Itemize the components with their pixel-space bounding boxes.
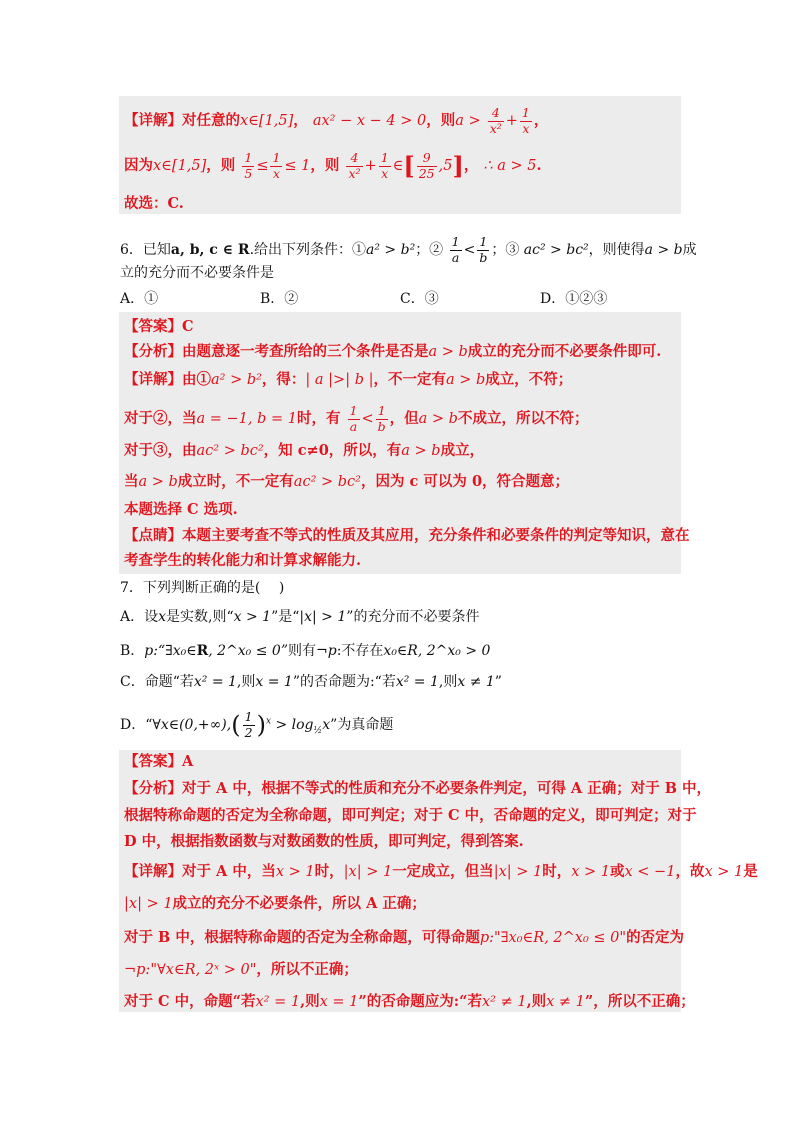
text: 对于③，由 (124, 442, 197, 459)
text: ，因为 c 可以为 0，符合题意； (360, 473, 570, 490)
answer-7-analysis-3: D 中，根据指数函数与对数函数的性质，即可判定，得到答案. (124, 833, 524, 850)
text: 时，有 (296, 410, 341, 427)
text: 则有 (288, 643, 316, 659)
answer-7-analysis-2: 根据特称命题的否定为全称命题，即可判定；对于 C 中，否命题的定义，即可判定；对于 (124, 807, 697, 824)
math-conclusion: ∴ a > 5 (483, 158, 537, 174)
math: |x| > 1 (343, 864, 393, 880)
math: ac² > bc² (293, 474, 361, 490)
math: x = 1 (319, 994, 359, 1010)
text-then: ，则 (426, 112, 456, 129)
math: x² = 1 (193, 674, 237, 690)
le: ≤ (256, 158, 269, 174)
text: ；② (415, 242, 444, 258)
denominator: b (377, 418, 386, 434)
math: x < −1 (624, 864, 676, 880)
text: C．命题“若 (120, 674, 194, 690)
numerator: 1 (479, 234, 488, 249)
answer-6-analysis (124, 342, 661, 362)
text: ,则 (236, 674, 256, 690)
text: 当 (124, 473, 139, 490)
answer-6-detail-4 (124, 472, 569, 492)
text: 对于 C 中，命题“若 (124, 993, 256, 1010)
denominator: x² (489, 120, 502, 136)
option-c[interactable]: C．③ (400, 291, 439, 307)
math: x > 1 (571, 864, 611, 880)
text: 成立的充分而不必要条件即可. (467, 343, 662, 360)
denominator: b (479, 249, 488, 265)
denominator: x (379, 166, 391, 181)
answer-6-comment-1: 【点睛】本题主要考查不等式的性质及其应用，充分条件和必要条件的判定等知识，意在 (124, 527, 690, 544)
answer-6-key: 【答案】C (124, 318, 194, 335)
fraction-1-over-b (477, 236, 489, 264)
answer-7-detail-4 (124, 960, 358, 980)
answer-7-detail-5 (124, 992, 695, 1012)
numerator: 4 (350, 150, 359, 165)
math: a² > b² (211, 372, 262, 388)
interval-end: ,5 (438, 158, 453, 174)
text-then: ，则 (206, 157, 236, 174)
math: p:“∃x₀∈ (144, 643, 197, 659)
text: ，得： (261, 371, 306, 388)
math: x > 1 (233, 609, 272, 625)
sep: ， (293, 112, 308, 129)
q-number: 6．已知 (120, 242, 171, 258)
fraction-1-over-2 (243, 711, 255, 739)
math-x-range: x∈[1,5] (240, 113, 294, 129)
right-paren: ) (256, 711, 266, 739)
math: |x| > 1 (124, 896, 173, 912)
math: x₀∈R (383, 643, 418, 659)
math: x² ≠ 1 (481, 994, 527, 1010)
option-a[interactable]: A．① (120, 291, 159, 307)
numerator: 4 (491, 105, 500, 120)
math: x ≠ 1 (546, 994, 585, 1010)
math-bold-r: R (196, 643, 209, 659)
text: 时， (314, 863, 344, 880)
text: ,则 (526, 993, 547, 1010)
dot: . (536, 157, 542, 174)
right-bracket: ] (452, 151, 464, 180)
log-base: ½ (313, 725, 323, 736)
text: ，所以不正确； (256, 961, 358, 978)
exponent: x (265, 716, 272, 727)
denominator: 5 (244, 165, 253, 181)
le-one: ≤ 1 (284, 158, 311, 174)
text: 成立，不符； (485, 371, 573, 388)
fraction-1-over-a (348, 405, 360, 433)
option-d[interactable]: D．①②③ (540, 291, 608, 307)
math: a > b (445, 372, 486, 388)
math: x² = 1 (255, 994, 301, 1010)
text: 成 (682, 242, 697, 258)
text: 时， (542, 863, 572, 880)
math: x > 1 (704, 864, 744, 880)
text: 的否定为 (626, 929, 685, 946)
question-7-option-d[interactable] (120, 711, 393, 741)
math: x = 1 (255, 674, 293, 690)
text: ”的否命题应为:“若 (358, 993, 482, 1010)
math: x² = 1 (395, 674, 439, 690)
math-a-gt: a > (455, 113, 481, 129)
denominator: x (270, 166, 282, 181)
fraction-4-over-x2 (488, 107, 504, 135)
math-vars: a, b, c ∈ R (170, 242, 250, 258)
math: |x| > 1 (493, 864, 543, 880)
fraction-1-over-x (379, 152, 391, 180)
detail-line-2 (124, 152, 542, 180)
numerator: 1 (377, 403, 386, 418)
text: 一定成立，但当 (392, 863, 494, 880)
text: ，故 (675, 863, 705, 880)
detail-line-1 (124, 107, 548, 135)
question-6-line-1 (120, 236, 697, 264)
question-6-line-2: 立的充分而不必要条件是 (120, 265, 274, 281)
fraction-9-over-25 (417, 152, 437, 180)
answer-6-detail-3 (124, 441, 484, 461)
math: a > b (401, 443, 441, 459)
text: 成立的充分不必要条件，所以 A 正确； (172, 895, 426, 912)
text: B． (120, 643, 145, 659)
fraction-1-over-x (520, 107, 532, 135)
left-bracket: [ (403, 151, 415, 180)
text: ”为真命题 (330, 717, 394, 733)
answer-7-key: 【答案】A (124, 753, 194, 770)
math: ac² > bc² (196, 443, 264, 459)
math: x > 1 (275, 864, 315, 880)
answer-7-detail-2 (124, 894, 426, 914)
condition-1: a² > b² (366, 242, 416, 258)
math: x ≠ 1 (457, 674, 495, 690)
text: 或 (610, 863, 625, 880)
math: x (158, 609, 167, 625)
answer-6-detail-1 (124, 370, 572, 390)
text: ”的否命题为:“若 (292, 674, 396, 690)
denominator: a (348, 419, 360, 434)
choice-line: 故选：C. (124, 195, 184, 212)
option-b[interactable]: B．② (260, 291, 299, 307)
math-x-range: x∈[1,5] (153, 158, 207, 174)
math-inequality: ax² − x − 4 > 0 (312, 113, 427, 129)
text: ，则使得 (588, 242, 645, 258)
sep: ， (533, 112, 549, 129)
math: ∀x∈(0,+∞) (152, 717, 227, 733)
numerator: 1 (244, 709, 253, 724)
math: ¬p:"∀x∈R, 2ˣ > 0" (124, 962, 257, 978)
text: ”，所以不正确； (584, 993, 695, 1010)
text: ，知 c≠0，所以，有 (263, 442, 402, 459)
math: , 2^x₀ > 0 (417, 643, 491, 659)
text: 是 (743, 863, 758, 880)
detail-label: 【详解】对任意的 (124, 112, 240, 129)
question-7-option-c[interactable] (120, 672, 502, 692)
text: 不成立，所以不符； (457, 410, 589, 427)
math: a = −1, b = 1 (196, 411, 297, 427)
text: ”是“ (271, 609, 300, 625)
numerator: 1 (244, 150, 253, 165)
answer-7-detail-3 (124, 928, 684, 948)
text: .给出下列条件：① (249, 242, 367, 258)
denominator: 2 (244, 724, 253, 740)
numerator: 1 (380, 150, 389, 165)
text: ，不一定有 (373, 371, 446, 388)
denominator: a (450, 250, 462, 265)
plus: + (364, 158, 377, 174)
question-6-options (120, 289, 680, 309)
text: ,则 (438, 674, 458, 690)
condition-a-gt-b: a > b (644, 242, 683, 258)
text: ” (494, 674, 502, 690)
fraction-1-over-x (270, 152, 282, 180)
text: A．设 (120, 609, 159, 625)
lt: < (463, 242, 476, 258)
text: ”的充分而不必要条件 (346, 609, 480, 625)
answer-6-comment-2: 考查学生的转化能力和计算求解能力. (124, 552, 362, 569)
lt: < (361, 411, 374, 427)
denominator: 25 (418, 165, 435, 181)
text: 是实数,则“ (166, 609, 234, 625)
math: p:"∃x₀∈R, 2^x₀ ≤ 0" (479, 930, 627, 946)
text: :不存在 (336, 643, 384, 659)
sep: ， (463, 157, 479, 174)
text-then: ，则 (310, 157, 340, 174)
text: 成立时，不一定有 (177, 473, 294, 490)
math: , 2^x₀ ≤ 0” (208, 643, 288, 659)
denominator: x (520, 121, 532, 136)
text: ，但 (389, 410, 419, 427)
comma: , (226, 717, 232, 733)
question-7-option-a[interactable] (120, 607, 479, 627)
condition-3: ac² > bc² (523, 242, 589, 258)
fraction-4-over-x2 (346, 152, 362, 180)
question-7-option-b[interactable] (120, 641, 490, 661)
text: 对于②，当 (124, 410, 197, 427)
math: ¬p (316, 643, 337, 659)
text: 【详解】由① (124, 371, 211, 388)
element-of: ∈ (392, 158, 404, 174)
math: | a |>| b | (305, 372, 374, 388)
numerator: 1 (349, 403, 358, 418)
numerator: 1 (451, 234, 460, 249)
numerator: 1 (272, 150, 281, 165)
fraction-1-over-5 (242, 152, 254, 180)
math: > log (275, 717, 314, 733)
numerator: 9 (422, 150, 431, 165)
math: |x| > 1 (299, 609, 347, 625)
fraction-1-over-b (376, 405, 388, 433)
text-because: 因为 (124, 157, 153, 174)
text: 【分析】由题意逐一考查所给的三个条件是否是 (124, 343, 429, 360)
denominator: x² (348, 165, 361, 181)
plus: + (505, 113, 518, 129)
answer-7-analysis-1: 【分析】对于 A 中，根据不等式的性质和充分不必要条件判定，可得 A 正确；对于 B 中， (124, 780, 712, 797)
text: 【详解】对于 A 中，当 (124, 863, 276, 880)
text: D．“ (120, 717, 153, 733)
math: a > b (428, 344, 468, 360)
numerator: 1 (521, 105, 530, 120)
text: 对于 B 中，根据特称命题的否定为全称命题，可得命题 (124, 929, 480, 946)
text: ；③ (491, 242, 520, 258)
math: a > b (418, 411, 458, 427)
answer-6-detail-2 (124, 405, 588, 433)
math: a > b (138, 474, 178, 490)
answer-7-detail-1 (124, 862, 758, 882)
question-7-title: 7．下列判断正确的是( ) (120, 580, 285, 596)
text: ,则 (300, 993, 320, 1010)
fraction-1-over-a (450, 236, 462, 264)
text: 成立， (440, 442, 485, 459)
math: x (322, 717, 331, 733)
answer-6-choice: 本题选择 C 选项. (124, 501, 238, 518)
left-paren: ( (231, 711, 241, 739)
